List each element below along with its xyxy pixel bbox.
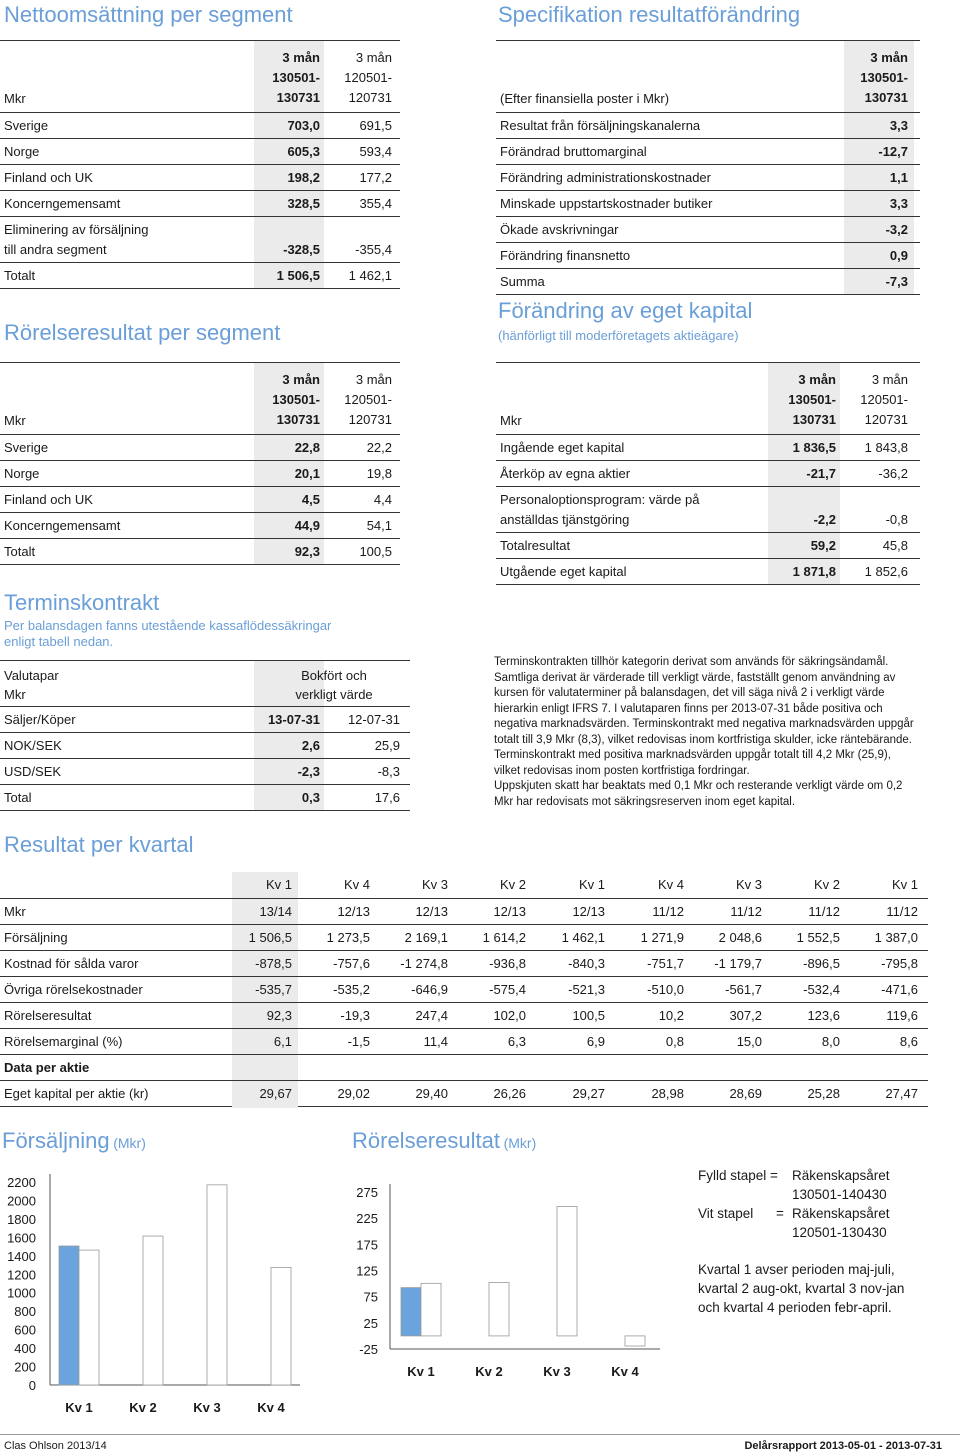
value-current: 1,1 — [889, 170, 908, 185]
value-previous: -36,2 — [878, 466, 908, 481]
x-tick-label: Kv 4 — [611, 1364, 639, 1379]
table-row — [496, 190, 920, 216]
row-label: Finland och UK — [4, 492, 93, 507]
operating-bar-chart — [340, 1160, 670, 1390]
y-tick-label: 400 — [14, 1341, 36, 1357]
table-row — [0, 950, 928, 976]
quarter-value: -535,2 — [333, 982, 370, 997]
table-row — [0, 434, 400, 460]
section-title: Rörelseresultat per segment — [4, 320, 281, 345]
quarter-value: 1 614,2 — [482, 930, 526, 945]
value-current: 20,1 — [294, 466, 320, 481]
bar-previous-year — [79, 1250, 99, 1385]
unit-label: Mkr — [4, 413, 26, 428]
quarter-value: -1,5 — [347, 1034, 370, 1049]
value-previous: 177,2 — [359, 170, 392, 185]
quarter-value: 11/12 — [730, 904, 762, 919]
table-row — [496, 164, 920, 190]
sales-chart-title: Försäljning (Mkr) — [2, 1128, 146, 1153]
value-previous: 100,5 — [359, 544, 392, 559]
row-label: Rörelsemarginal (%) — [4, 1034, 123, 1049]
header-current: 3 mån 130501- 130731 — [788, 372, 836, 427]
quarter-value: -532,4 — [803, 982, 840, 997]
row-label: USD/SEK — [4, 764, 62, 779]
value-current: -12,7 — [878, 144, 908, 159]
section-label-row — [0, 1054, 928, 1080]
quarter-value: 12/13 — [493, 904, 526, 919]
quarter-value: -1 274,8 — [400, 956, 448, 971]
x-tick-label: Kv 1 — [65, 1400, 93, 1415]
quarter-value: Kv 1 — [578, 877, 605, 892]
quarter-value: 15,0 — [736, 1034, 762, 1049]
table-row — [0, 538, 400, 564]
table-row — [0, 706, 410, 732]
value-previous: 1 843,8 — [864, 440, 908, 455]
value-current: 59,2 — [810, 538, 836, 553]
legend-white-label: Vit stapel — [698, 1206, 754, 1221]
row-label: Eget kapital per aktie (kr) — [4, 1086, 149, 1101]
quarter-value: 2 048,6 — [718, 930, 762, 945]
quarter-value: 11/12 — [652, 904, 684, 919]
table-row — [0, 758, 410, 784]
quarter-value: 1 273,5 — [326, 930, 370, 945]
header-previous: 3 mån 120501- 120731 — [344, 50, 392, 105]
y-tick-label: 2200 — [7, 1175, 36, 1190]
value-current: 1 506,5 — [276, 268, 320, 283]
header-current: 3 mån 130501- 130731 — [272, 50, 320, 105]
quarter-value: -561,7 — [725, 982, 762, 997]
row-label: Minskade uppstartskostnader butiker — [500, 196, 713, 211]
value-previous: 54,1 — [366, 518, 392, 533]
quarter-value: 1 271,9 — [640, 930, 684, 945]
quarter-value: Kv 2 — [499, 877, 526, 892]
value-current: -2,2 — [813, 512, 836, 527]
value-current: 1 836,5 — [792, 440, 836, 455]
x-tick-label: Kv 3 — [193, 1400, 221, 1415]
row-label: Övriga rörelsekostnader — [4, 982, 143, 997]
bar-current-year — [59, 1246, 79, 1385]
table-row — [496, 486, 920, 532]
row-label: Eliminering av försäljning till andra segment — [4, 222, 149, 257]
value-current: 4,5 — [301, 492, 320, 507]
quarter-value: -1 179,7 — [714, 956, 762, 971]
table-row — [0, 216, 400, 262]
footer-right: Delårsrapport 2013-05-01 - 2013-07-31 — [744, 1440, 942, 1452]
row-label: Totalt — [4, 268, 36, 283]
y-tick-label: 75 — [363, 1289, 378, 1305]
value-current: -3,2 — [885, 222, 908, 237]
row-label: Norge — [4, 144, 40, 159]
chart-legend — [698, 1166, 958, 1317]
bar-previous-year — [143, 1236, 163, 1385]
bar-previous-year — [489, 1283, 509, 1336]
quarter-value: 8,0 — [821, 1034, 840, 1049]
legend-filled-value: Räkenskapsåret 130501-140430 — [792, 1168, 890, 1202]
value-current: 13-07-31 — [267, 712, 320, 727]
quarter-value: 10,2 — [658, 1008, 684, 1023]
sales-bar-chart — [0, 1160, 310, 1420]
y-tick-label: 25 — [363, 1315, 378, 1331]
x-tick-label: Kv 2 — [129, 1400, 157, 1415]
table-row — [0, 924, 928, 950]
quarter-value: 6,9 — [586, 1034, 605, 1049]
table-row — [496, 434, 920, 460]
row-label: Förändring administrationskostnader — [500, 170, 711, 185]
bar-current-year — [401, 1288, 421, 1336]
section-subtitle: Per balansdagen fanns utestående kassaflödessäkringar enligt tabell nedan. — [4, 618, 332, 649]
value-current: 2,6 — [301, 738, 320, 753]
value-previous: 17,6 — [374, 790, 400, 805]
value-previous: -8,3 — [377, 764, 400, 779]
value-previous: 25,9 — [374, 738, 400, 753]
quarter-value: Kv 3 — [735, 877, 762, 892]
table-row — [0, 164, 400, 190]
section-subtitle: (hänförligt till moderföretagets aktieägare) — [498, 328, 739, 343]
bar-previous-year — [625, 1336, 645, 1346]
table-row — [496, 138, 920, 164]
header-current: 3 mån 130501- 130731 — [860, 50, 908, 105]
row-label: Total — [4, 790, 32, 805]
value-current: 198,2 — [287, 170, 320, 185]
year-header-row — [0, 898, 928, 924]
table-row — [0, 138, 400, 164]
x-tick-label: Kv 2 — [475, 1364, 503, 1379]
value-current: 703,0 — [287, 118, 320, 133]
quarter-value: -521,3 — [568, 982, 605, 997]
quarter-value: 8,6 — [899, 1034, 918, 1049]
y-tick-label: 2000 — [7, 1193, 36, 1209]
x-tick-label: Kv 4 — [257, 1400, 285, 1415]
row-label: Försäljning — [4, 930, 68, 945]
x-tick-label: Kv 3 — [543, 1364, 571, 1379]
quarter-value: Kv 4 — [657, 877, 684, 892]
quarter-value: 123,6 — [807, 1008, 840, 1023]
value-current: -328,5 — [283, 242, 320, 257]
row-label: Ingående eget kapital — [500, 440, 625, 455]
quarter-value: 29,40 — [415, 1086, 448, 1101]
quarter-value: -757,6 — [333, 956, 370, 971]
table-row — [0, 486, 400, 512]
table-bottom-rule — [0, 564, 400, 565]
quarter-value: 0,8 — [665, 1034, 684, 1049]
quarter-value: 1 462,1 — [561, 930, 605, 945]
quarter-value: -471,6 — [881, 982, 918, 997]
value-current: -7,3 — [885, 274, 908, 289]
y-tick-label: 125 — [356, 1263, 378, 1279]
y-tick-label: 1200 — [7, 1267, 36, 1283]
quarter-value: Kv 1 — [265, 877, 292, 892]
row-label: Utgående eget kapital — [500, 564, 627, 579]
value-current: 0,3 — [301, 790, 320, 805]
quarter-value: Kv 4 — [343, 877, 370, 892]
quarter-value: 6,1 — [273, 1034, 292, 1049]
section-title: Terminskontrakt — [4, 590, 160, 615]
row-label: Ökade avskrivningar — [500, 222, 619, 237]
table-row — [496, 558, 920, 584]
table-bottom-rule — [496, 584, 920, 585]
bar-previous-year — [421, 1283, 441, 1336]
quarter-value: -535,7 — [255, 982, 292, 997]
table-bottom-rule — [0, 810, 410, 811]
row-label: Personaloptionsprogram: värde på anställdas tjänstgöring — [500, 492, 700, 527]
quarter-value: Kv 1 — [891, 877, 918, 892]
value-current: 3,3 — [889, 196, 908, 211]
row-label: Förändring finansnetto — [500, 248, 631, 263]
table-row — [496, 242, 920, 268]
value-previous: 691,5 — [359, 118, 392, 133]
quarter-value: 247,4 — [415, 1008, 448, 1023]
quarter-value: 1 552,5 — [796, 930, 840, 945]
quarter-value: 92,3 — [266, 1008, 292, 1023]
forward-contracts-note: Terminskontrakten tillhör kategorin derivat som används för säkringsändamål. Samtliga derivat är värderade till verkligt värde, fastställt genom användning av kursen för valutaterminer på balansdagen, det vill säga nivå 2 i verkligt värde hierarkin enligt IFRS 7. I valutaparen finns per 2013-07-31 både positiva och negativa marknadsvärden. Terminskontrakt med negativa marknadsvärden uppgår totalt till 3,9 Mkr (8,3), vilket redovisas inom kortfristiga skulder, icke räntebärande. Terminskontrakt med positiva marknadsvärden uppgår totalt till 4,2 Mkr (25,9), vilket redovisas inom posten kortfristiga fordringar. Uppskjuten skatt har beaktats med 0,1 Mkr och resterande verkligt värde om 0,2 Mkr har redovisats mot säkringsreserven inom eget kapital. — [494, 656, 914, 808]
quarter-value: 29,27 — [572, 1086, 605, 1101]
section-title: Specifikation resultatförändring — [498, 2, 801, 27]
quarter-value: -19,3 — [340, 1008, 370, 1023]
y-tick-label: 175 — [356, 1237, 378, 1253]
x-tick-label: Kv 1 — [407, 1364, 435, 1379]
unit-label: Mkr — [4, 904, 26, 919]
value-current: -21,7 — [806, 466, 836, 481]
table-bottom-rule — [0, 288, 400, 289]
value-previous: 593,4 — [359, 144, 392, 159]
table-row — [0, 1028, 928, 1054]
y-tick-label: 0 — [28, 1378, 36, 1393]
footer-left: Clas Ohlson 2013/14 — [4, 1440, 107, 1452]
y-tick-label: 225 — [356, 1211, 378, 1227]
quarter-value: 119,6 — [886, 1008, 918, 1023]
table-row — [496, 112, 920, 138]
y-tick-label: 1600 — [7, 1230, 36, 1246]
table-row — [0, 512, 400, 538]
y-tick-label: 275 — [356, 1185, 378, 1200]
quarter-value: 11/12 — [808, 904, 840, 919]
row-label: Sverige — [4, 440, 49, 455]
table-row — [496, 460, 920, 486]
y-tick-label: 200 — [14, 1359, 36, 1375]
quarter-value: 100,5 — [572, 1008, 605, 1023]
value-previous: 4,4 — [373, 492, 392, 507]
row-label: Totalresultat — [500, 538, 571, 553]
table-row — [0, 784, 410, 810]
value-previous: 1 852,6 — [864, 564, 908, 579]
quarter-value: 2 169,1 — [404, 930, 448, 945]
y-tick-label: 800 — [14, 1304, 36, 1320]
value-current: 44,9 — [294, 518, 320, 533]
y-tick-label: 600 — [14, 1322, 36, 1338]
table-row — [0, 112, 400, 138]
row-label: Finland och UK — [4, 170, 93, 185]
header-previous: 3 mån 120501- 120731 — [344, 372, 392, 427]
bar-previous-year — [207, 1185, 227, 1385]
quarter-value: -575,4 — [489, 982, 526, 997]
value-previous: -355,4 — [355, 242, 392, 257]
row-label: Sverige — [4, 118, 49, 133]
row-label: NOK/SEK — [4, 738, 62, 753]
table-row — [0, 1002, 928, 1028]
section-label: Data per aktie — [4, 1060, 90, 1075]
value-previous: -0,8 — [885, 512, 908, 527]
value-current: 92,3 — [294, 544, 320, 559]
value-current: 22,8 — [294, 440, 320, 455]
quarter-value: Kv 3 — [421, 877, 448, 892]
table-row — [0, 976, 928, 1002]
table-row — [0, 190, 400, 216]
header-right: Bokfört och verkligt värde — [295, 668, 373, 702]
header-left: Valutapar Mkr — [4, 668, 59, 702]
quarter-value: -510,0 — [647, 982, 684, 997]
quarter-value: 25,28 — [807, 1086, 840, 1101]
value-current: 605,3 — [287, 144, 320, 159]
legend-note: Kvartal 1 avser perioden maj-juli, kvartal 2 aug-okt, kvartal 3 nov-jan och kvartal 4 perioden febr-april. — [698, 1262, 905, 1315]
quarter-value: -646,9 — [411, 982, 448, 997]
quarter-value: 6,3 — [507, 1034, 526, 1049]
row-label: Säljer/Köper — [4, 712, 76, 727]
value-current: 3,3 — [889, 118, 908, 133]
row-label: Koncerngemensamt — [4, 196, 121, 211]
quarter-value: 11/12 — [886, 904, 918, 919]
quarterly-title: Resultat per kvartal — [4, 832, 194, 857]
row-label: Resultat från försäljningskanalerna — [500, 118, 701, 133]
row-label: Summa — [500, 274, 545, 289]
quarter-value: 29,02 — [337, 1086, 370, 1101]
y-tick-label: 1800 — [7, 1211, 36, 1227]
header-previous: 3 mån 120501- 120731 — [860, 372, 908, 427]
table-row — [0, 460, 400, 486]
operating-chart-title: Rörelseresultat (Mkr) — [352, 1128, 537, 1153]
legend-filled-label: Fylld stapel = — [698, 1168, 778, 1183]
quarterly-table — [0, 872, 928, 1107]
legend-equals: = — [776, 1206, 784, 1221]
quarter-value: 28,98 — [651, 1086, 684, 1101]
section-title: Nettoomsättning per segment — [4, 2, 293, 27]
value-previous: 19,8 — [366, 466, 392, 481]
table-bottom-rule — [496, 294, 920, 295]
y-tick-label: 1000 — [7, 1285, 36, 1301]
value-previous: 12-07-31 — [347, 712, 400, 727]
quarter-value: 1 387,0 — [874, 930, 918, 945]
value-current: 328,5 — [287, 196, 320, 211]
table-row — [0, 262, 400, 288]
table-row — [496, 532, 920, 558]
y-tick-label: 1400 — [7, 1248, 36, 1264]
quarter-value: 12/13 — [337, 904, 370, 919]
header-current: 3 mån 130501- 130731 — [272, 372, 320, 427]
table-row — [496, 216, 920, 242]
unit-label: (Efter finansiella poster i Mkr) — [500, 91, 670, 106]
quarter-value: 27,47 — [885, 1086, 918, 1101]
row-label: Rörelseresultat — [4, 1008, 92, 1023]
value-previous: 45,8 — [882, 538, 908, 553]
unit-label: Mkr — [4, 91, 26, 106]
row-label: Norge — [4, 466, 40, 481]
bar-previous-year — [557, 1206, 577, 1335]
quarter-value: -878,5 — [255, 956, 292, 971]
row-label: Förändrad bruttomarginal — [500, 144, 647, 159]
value-current: -2,3 — [297, 764, 320, 779]
quarter-header-row — [0, 872, 928, 898]
quarter-value: -936,8 — [489, 956, 526, 971]
quarter-value: 13/14 — [259, 904, 292, 919]
quarter-value: -840,3 — [568, 956, 605, 971]
quarter-value: 102,0 — [493, 1008, 526, 1023]
table-row — [0, 732, 410, 758]
quarter-value: 1 506,5 — [248, 930, 292, 945]
value-previous: 355,4 — [359, 196, 392, 211]
value-previous: 22,2 — [366, 440, 392, 455]
row-label: Koncerngemensamt — [4, 518, 121, 533]
quarter-value: -896,5 — [803, 956, 840, 971]
table-row — [496, 268, 920, 294]
row-label: Totalt — [4, 544, 36, 559]
quarter-value: 29,67 — [259, 1086, 292, 1101]
legend-white-value: Räkenskapsåret 120501-130430 — [792, 1206, 890, 1240]
quarter-value: 12/13 — [572, 904, 605, 919]
value-previous: 1 462,1 — [348, 268, 392, 283]
section-title: Förändring av eget kapital — [498, 298, 753, 323]
y-tick-label: -25 — [359, 1342, 378, 1357]
value-current: 0,9 — [889, 248, 908, 263]
quarter-value: 11,4 — [423, 1034, 448, 1049]
quarter-value: Kv 2 — [813, 877, 840, 892]
unit-label: Mkr — [500, 413, 522, 428]
value-current: 1 871,8 — [792, 564, 836, 579]
row-label: Kostnad för sålda varor — [4, 956, 139, 971]
row-label: Återköp av egna aktier — [500, 466, 631, 481]
quarter-value: 28,69 — [729, 1086, 762, 1101]
table-row — [0, 1080, 928, 1106]
quarter-value: -751,7 — [647, 956, 684, 971]
quarter-value: -795,8 — [881, 956, 918, 971]
bar-previous-year — [271, 1267, 291, 1385]
quarter-value: 12/13 — [415, 904, 448, 919]
quarter-value: 307,2 — [729, 1008, 762, 1023]
quarter-value: 26,26 — [493, 1086, 526, 1101]
